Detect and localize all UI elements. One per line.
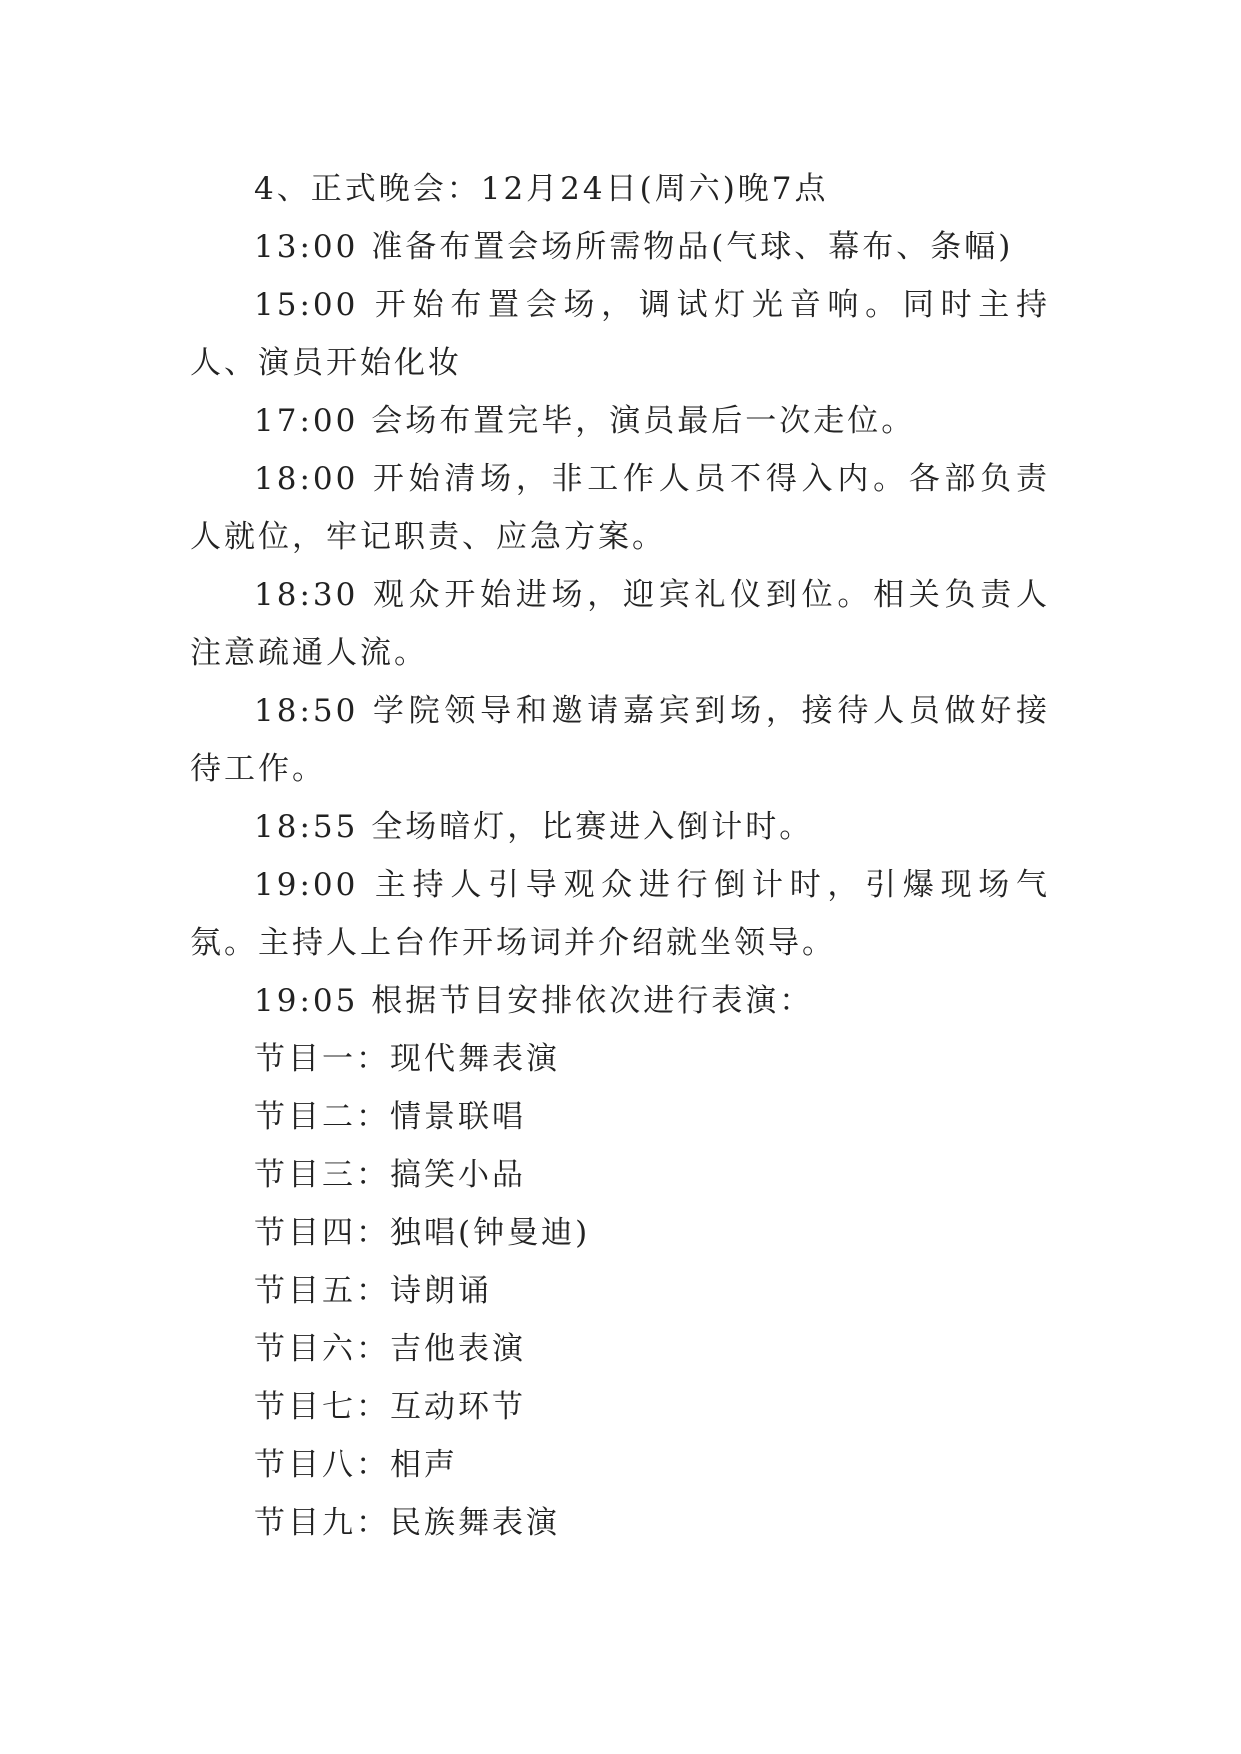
program-item: 节目九：民族舞表演 [254,1505,560,1541]
schedule-item-1800: 18:00 开始清场，非工作人员不得入内。各部负责人就位，牢记职责、应急方案。 [190,461,1050,555]
schedule-item-1900: 19:00 主持人引导观众进行倒计时，引爆现场气氛。主持人上台作开场词并介绍就坐领导。 [190,867,1050,961]
schedule-item-1500: 15:00 开始布置会场，调试灯光音响。同时主持人、演员开始化妆 [190,287,1050,381]
document-body [190,160,1050,1552]
section-heading-gala: 4、正式晚会：12月24日(周六)晚7点 [254,171,829,207]
schedule-item-1905: 19:05 根据节目安排依次进行表演： [254,983,814,1019]
program-item: 节目三：搞笑小品 [254,1157,526,1193]
schedule-item-1830: 18:30 观众开始进场，迎宾礼仪到位。相关负责人注意疏通人流。 [190,577,1050,671]
program-item: 节目七：互动环节 [254,1389,526,1425]
schedule-item-1850: 18:50 学院领导和邀请嘉宾到场，接待人员做好接待工作。 [190,693,1050,787]
program-item: 节目六：吉他表演 [254,1331,526,1367]
program-item: 节目八：相声 [254,1447,458,1483]
program-item: 节目五：诗朗诵 [254,1273,492,1309]
program-item: 节目二：情景联唱 [254,1099,526,1135]
schedule-item-1855: 18:55 全场暗灯，比赛进入倒计时。 [254,809,814,845]
program-item: 节目一：现代舞表演 [254,1041,560,1077]
schedule-item-1300: 13:00 准备布置会场所需物品(气球、幕布、条幅) [254,229,1014,265]
program-item: 节目四：独唱(钟曼迪) [254,1215,591,1251]
schedule-item-1700: 17:00 会场布置完毕，演员最后一次走位。 [254,403,916,439]
